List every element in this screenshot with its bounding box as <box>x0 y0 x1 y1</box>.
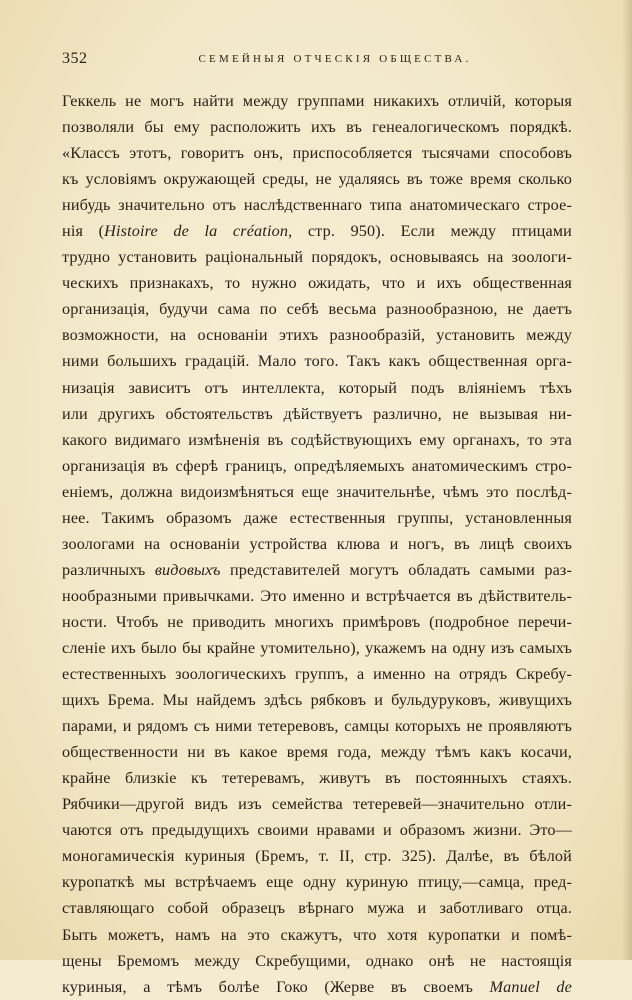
italic-title: видовыхъ <box>154 560 221 579</box>
text-segment: моногамическія куриныя (Бремъ, т. II, стр. 325). Далѣе, въ бѣлой <box>62 847 572 866</box>
italic-title: Histoire de la création <box>104 222 289 241</box>
text-segment: ставляющаго собой образецъ вѣрнаго мужа и заботливаго отца. <box>62 899 572 918</box>
text-segment: щихъ Брема. Мы найдемъ здѣсь рябковъ и бульдуруковъ, живущихъ <box>62 691 572 710</box>
text-segment: организація, будучи сама по себѣ весьма разнообразною, не даетъ <box>62 300 572 319</box>
text-line <box>62 739 572 765</box>
text-segment: или другихъ обстоятельствъ дѣйствуетъ различно, не вызывая ни- <box>62 404 572 423</box>
text-line <box>62 270 572 296</box>
text-segment: чаются отъ предыдущихъ своими нравами и образомъ жизни. Это— <box>62 821 572 840</box>
text-line <box>62 348 572 374</box>
text-line <box>62 791 572 817</box>
text-line <box>62 296 572 322</box>
text-segment: крайне близкіе къ тетеревамъ, живутъ въ постоянныхъ стаяхъ. <box>62 769 572 788</box>
text-line <box>62 244 572 270</box>
text-line <box>62 322 572 348</box>
text-segment: Рябчики—другой видъ изъ семейства тетеревей—значительно отли- <box>62 795 572 814</box>
text-segment: представителей могутъ обладать самыми раз- <box>220 560 573 579</box>
text-line <box>62 661 572 687</box>
text-segment: куропаткѣ мы встрѣчаемъ еще одну куриную птицу,—самца, пред- <box>62 873 572 892</box>
text-line <box>62 505 572 531</box>
text-segment: естественныхъ зоологическихъ группъ, а именно на отрядъ Скребу- <box>62 665 572 684</box>
text-line <box>62 817 572 843</box>
text-segment: куриныя, а тѣмъ болѣе Гоко (Жерве въ своемъ <box>62 977 490 996</box>
text-line <box>62 375 572 401</box>
text-line <box>62 427 572 453</box>
text-segment: низація зависитъ отъ интеллекта, который подъ вліяніемъ тѣхъ <box>62 378 572 397</box>
text-line <box>62 192 572 218</box>
text-segment: , стр. 950). Если между птицами <box>288 222 572 241</box>
text-line <box>62 583 572 609</box>
text-segment: возможности, на основаніи этихъ разнообразій, установить между <box>62 326 572 345</box>
page-header <box>62 50 572 72</box>
text-segment: какого видимаго измѣненія въ содѣйствующихъ ему органахъ, то эта <box>62 430 572 449</box>
text-line <box>62 713 572 739</box>
text-segment: парами, и рядомъ съ ними тетеревовъ, самцы которыхъ не проявляютъ <box>62 717 572 736</box>
text-segment: различныхъ <box>62 560 155 579</box>
running-title: СЕМЕЙНЫЯ ОТЧЕСКІЯ ОБЩЕСТВА. <box>198 53 472 65</box>
text-segment: Быть можетъ, намъ на это скажутъ, что хотя куропатки и помѣ- <box>62 925 572 944</box>
text-line <box>62 765 572 791</box>
text-line <box>62 140 572 166</box>
text-segment: общественности ни въ какое время года, между тѣмъ какъ косачи, <box>62 743 572 762</box>
text-segment: Геккель не могъ найти между группами никакихъ отличій, которыя <box>62 92 572 110</box>
text-line <box>62 843 572 869</box>
text-line <box>62 479 572 505</box>
page-edge-shadow <box>622 0 632 960</box>
text-line <box>62 88 572 114</box>
text-line <box>62 609 572 635</box>
text-segment: еніемъ, должна видоизмѣняться еще значительнѣе, чѣмъ это послѣд- <box>62 482 572 501</box>
text-line <box>62 218 572 244</box>
text-segment: организація въ сферѣ границъ, опредѣляемыхъ анатомическимъ стро- <box>62 456 572 475</box>
text-segment: нія ( <box>62 222 105 241</box>
text-line <box>62 531 572 557</box>
text-line <box>62 869 572 895</box>
text-segment: ческихъ признакахъ, то нужно ожидать, что и ихъ общественная <box>62 274 572 293</box>
body-text <box>62 88 572 1000</box>
text-segment: нообразными привычками. Это именно и встрѣчается въ дѣйствитель- <box>62 586 572 605</box>
text-line <box>62 974 572 1000</box>
text-line <box>62 114 572 140</box>
text-line <box>62 895 572 921</box>
text-segment: къ условіямъ окружающей среды, не удаляясь въ тоже время сколько <box>62 170 572 189</box>
text-line <box>62 635 572 661</box>
text-segment: ности. Чтобъ не приводить многихъ примѣровъ (подробное перечи- <box>62 612 572 631</box>
text-segment: ними большихъ градацій. Мало того. Такъ какъ общественная орга- <box>62 352 572 371</box>
text-segment: «Классъ этотъ, говоритъ онъ, приспособляется тысячами способовъ <box>62 144 572 163</box>
text-line <box>62 948 572 974</box>
text-segment: позволяли бы ему расположить ихъ въ генеалогическомъ порядкѣ. <box>62 118 572 137</box>
text-segment: зоологами на основаніи устройства клюва и ногъ, въ лицѣ своихъ <box>62 534 572 553</box>
text-segment: сленіе ихъ было бы крайне утомительно), укажемъ на одну изъ самыхъ <box>62 638 572 657</box>
page-number: 352 <box>62 50 88 67</box>
text-line <box>62 922 572 948</box>
text-segment: нее. Такимъ образомъ даже естественныя группы, установленныя <box>62 508 572 527</box>
italic-title: Manuel de <box>489 977 572 996</box>
text-line <box>62 166 572 192</box>
text-segment: трудно установить раціональный порядокъ, основываясь на зоологи- <box>62 248 572 267</box>
text-line <box>62 453 572 479</box>
text-line <box>62 687 572 713</box>
text-segment: нибудь значительно отъ наслѣдственнаго типа анатомическаго строе- <box>62 196 572 215</box>
text-line <box>62 401 572 427</box>
text-line <box>62 557 572 583</box>
text-segment: щены Бремомъ между Скребущими, однако онѣ не настоящія <box>62 951 572 970</box>
